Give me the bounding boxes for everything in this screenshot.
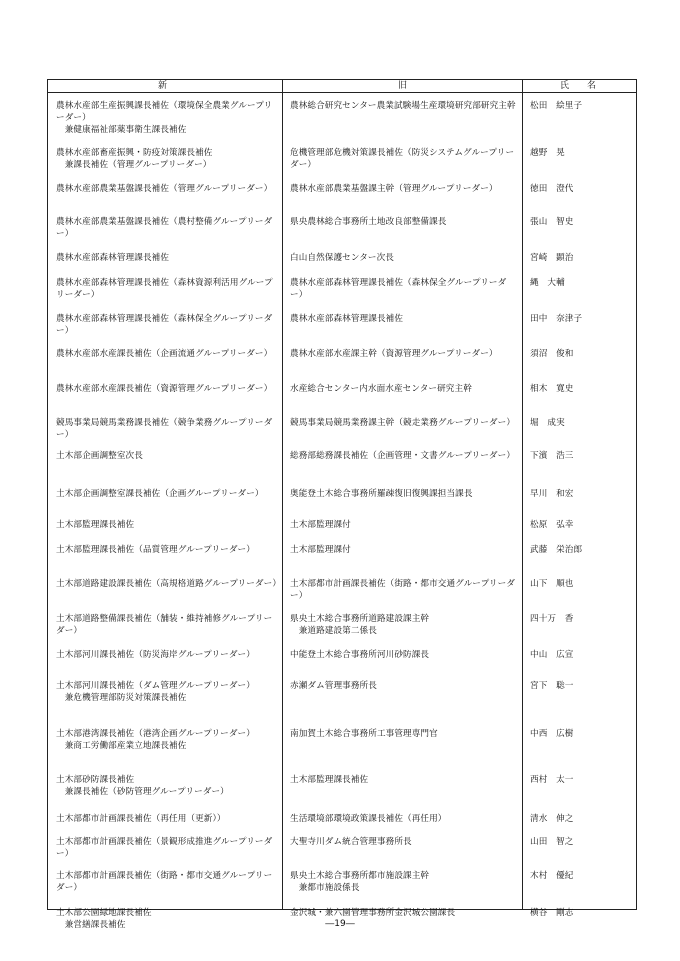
- new-post-cell: 土木部監理課長補佐（品質管理グループリーダー）: [56, 545, 255, 555]
- table-row: [48, 141, 636, 177]
- table-row: [48, 246, 636, 271]
- person-name-cell: 松田 絵里子: [530, 101, 583, 111]
- old-post-cell: 県央土木総合事務所都市施設課主幹 兼都市施設係長: [290, 871, 430, 893]
- person-name-cell: 縄 大輔: [530, 278, 565, 288]
- old-post-cell: 水産総合センター内水面水産センター研究主幹: [290, 384, 472, 394]
- old-post-cell: 競馬事業局競馬業務課主幹（競走業務グループリーダー）: [290, 418, 516, 428]
- old-post-cell: 土木部監理課付: [290, 545, 351, 555]
- person-name-cell: 木村 優紀: [530, 871, 574, 881]
- old-post-cell: 危機管理部危機対策課長補佐（防災システムグループリーダー）: [290, 148, 515, 170]
- new-post-cell: 土木部港湾課長補佐（港湾企画グループリーダー） 兼商工労働部産業立地課長補佐: [56, 729, 255, 751]
- table-row: [48, 307, 636, 342]
- table-body: [48, 94, 636, 938]
- person-name-cell: 中西 広樹: [530, 729, 574, 739]
- new-post-cell: 土木部企画調整室課長補佐（企画グループリーダー）: [56, 489, 264, 499]
- table-row: [48, 807, 636, 830]
- table-row: [48, 411, 636, 444]
- new-post-cell: 土木部企画調整室次長: [56, 451, 143, 461]
- table-row: [48, 722, 636, 768]
- person-name-cell: 四十万 香: [530, 614, 574, 624]
- new-post-cell: 農林水産部農業基盤課長補佐（管理グループリーダー）: [56, 184, 273, 194]
- person-name-cell: 張山 智史: [530, 217, 574, 227]
- header-name: 氏 名: [560, 81, 597, 91]
- page-number: ―19―: [325, 919, 355, 929]
- table-row: [48, 572, 636, 607]
- table-row: [48, 210, 636, 246]
- table-row: [48, 177, 636, 210]
- person-name-cell: 堀 成実: [530, 418, 565, 428]
- old-post-cell: 南加賀土木総合事務所工事管理専門官: [290, 729, 438, 739]
- person-name-cell: 松原 弘幸: [530, 520, 574, 530]
- person-name-cell: 武藤 栄治郎: [530, 545, 583, 555]
- new-post-cell: 土木部公園緑地課長補佐 兼営繕課長補佐: [56, 908, 152, 930]
- old-post-cell: 白山自然保護センター次長: [290, 253, 394, 263]
- person-name-cell: 早川 和宏: [530, 489, 574, 499]
- table-row: [48, 830, 636, 864]
- old-post-cell: 赤瀬ダム管理事務所長: [290, 681, 377, 691]
- new-post-cell: 土木部都市計画課長補佐（景観形成推進グループリーダー）: [56, 837, 273, 859]
- new-post-cell: 農林水産部畜産振興・防疫対策課長補佐 兼課長補佐（管理グループリーダー）: [56, 148, 213, 170]
- table-row: [48, 482, 636, 513]
- old-post-cell: 農林水産部農業基盤課主幹（管理グループリーダー）: [290, 184, 498, 194]
- new-post-cell: 農林水産部森林管理課長補佐（森林保全グループリーダー）: [56, 314, 273, 336]
- new-post-cell: 土木部砂防課長補佐 兼課長補佐（砂防管理グループリーダー）: [56, 775, 229, 797]
- table-row: [48, 538, 636, 572]
- old-post-cell: 農林総合研究センター農業試験場生産環境研究部研究主幹: [290, 101, 516, 111]
- person-name-cell: 下濱 浩三: [530, 451, 574, 461]
- new-post-cell: 農林水産部森林管理課長補佐（森林資源利活用グループリーダー）: [56, 278, 273, 300]
- new-post-cell: 土木部監理課長補佐: [56, 520, 135, 530]
- old-post-cell: 大聖寺川ダム統合管理事務所長: [290, 837, 412, 847]
- old-post-cell: 農林水産部森林管理課長補佐（森林保全グループリーダー）: [290, 278, 507, 300]
- old-post-cell: 県央土木総合事務所道路建設課主幹 兼道路建設第二係長: [290, 614, 430, 636]
- person-name-cell: 清水 伸之: [530, 814, 574, 824]
- old-post-cell: 土木部監理課付: [290, 520, 351, 530]
- person-name-cell: 須沼 俊和: [530, 349, 574, 359]
- table-row: [48, 271, 636, 307]
- table-row: [48, 674, 636, 722]
- table-row: [48, 864, 636, 901]
- table-row: [48, 768, 636, 807]
- person-name-cell: 山下 順也: [530, 579, 574, 589]
- old-post-cell: 土木部監理課長補佐: [290, 775, 369, 785]
- new-post-cell: 農林水産部水産課長補佐（企画流通グループリーダー）: [56, 349, 273, 359]
- new-post-cell: 土木部河川課長補佐（ダム管理グループリーダー） 兼危機管理部防災対策課長補佐: [56, 681, 255, 703]
- table-row: [48, 513, 636, 538]
- table-header: [48, 80, 636, 93]
- old-post-cell: 金沢城・兼六園管理事務所金沢城公園課長: [290, 908, 456, 918]
- table-row: [48, 94, 636, 141]
- table-row: [48, 607, 636, 643]
- table-row: [48, 444, 636, 482]
- new-post-cell: 農林水産部生産振興課長補佐（環境保全農業グループリーダー） 兼健康福祉部薬事衛生課長補佐: [56, 101, 273, 135]
- new-post-cell: 競馬事業局競馬業務課長補佐（競争業務グループリーダー）: [56, 418, 273, 440]
- person-name-cell: 宮崎 顕治: [530, 253, 574, 263]
- new-post-cell: 土木部都市計画課長補佐（街路・都市交通グループリーダー）: [56, 871, 273, 893]
- person-name-cell: 徳田 澄代: [530, 184, 574, 194]
- old-post-cell: 県央農林総合事務所土地改良部整備課長: [290, 217, 447, 227]
- person-name-cell: 田中 奈津子: [530, 314, 583, 324]
- person-name-cell: 宮下 聡一: [530, 681, 574, 691]
- person-name-cell: 越野 晃: [530, 148, 565, 158]
- new-post-cell: 土木部道路建設課長補佐（高規格道路グループリーダー）: [56, 579, 282, 589]
- new-post-cell: 土木部都市計画課長補佐（再任用（更新））: [56, 814, 226, 824]
- new-post-cell: 土木部道路整備課長補佐（舗装・維持補修グループリーダー）: [56, 614, 273, 636]
- new-post-cell: 農林水産部水産課長補佐（資源管理グループリーダー）: [56, 384, 273, 394]
- old-post-cell: 生活環境部環境政策課長補佐（再任用）: [290, 814, 447, 824]
- new-post-cell: 農林水産部農業基盤課長補佐（農村整備グループリーダー）: [56, 217, 273, 239]
- person-name-cell: 山田 智之: [530, 837, 574, 847]
- old-post-cell: 総務部総務課長補佐（企画管理・文書グループリーダー）: [290, 451, 516, 461]
- header-old: 旧: [398, 81, 408, 91]
- person-name-cell: 横谷 剛志: [530, 908, 574, 918]
- table-row: [48, 377, 636, 411]
- old-post-cell: 土木部都市計画課長補佐（街路・都市交通グループリーダー）: [290, 579, 516, 601]
- old-post-cell: 農林水産部森林管理課長補佐: [290, 314, 404, 324]
- old-post-cell: 奥能登土木総合事務所羅疎復旧復興課担当課長: [290, 489, 473, 499]
- person-name-cell: 西村 太一: [530, 775, 574, 785]
- table-row: [48, 342, 636, 377]
- person-name-cell: 相木 寛史: [530, 384, 574, 394]
- new-post-cell: 農林水産部森林管理課長補佐: [56, 253, 170, 263]
- table-row: [48, 643, 636, 674]
- new-post-cell: 土木部河川課長補佐（防災海岸グループリーダー）: [56, 650, 255, 660]
- header-new: 新: [158, 81, 168, 91]
- person-name-cell: 中山 広宣: [530, 650, 574, 660]
- old-post-cell: 中能登土木総合事務所河川砂防課長: [290, 650, 430, 660]
- old-post-cell: 農林水産部水産課主幹（資源管理グループリーダー）: [290, 349, 498, 359]
